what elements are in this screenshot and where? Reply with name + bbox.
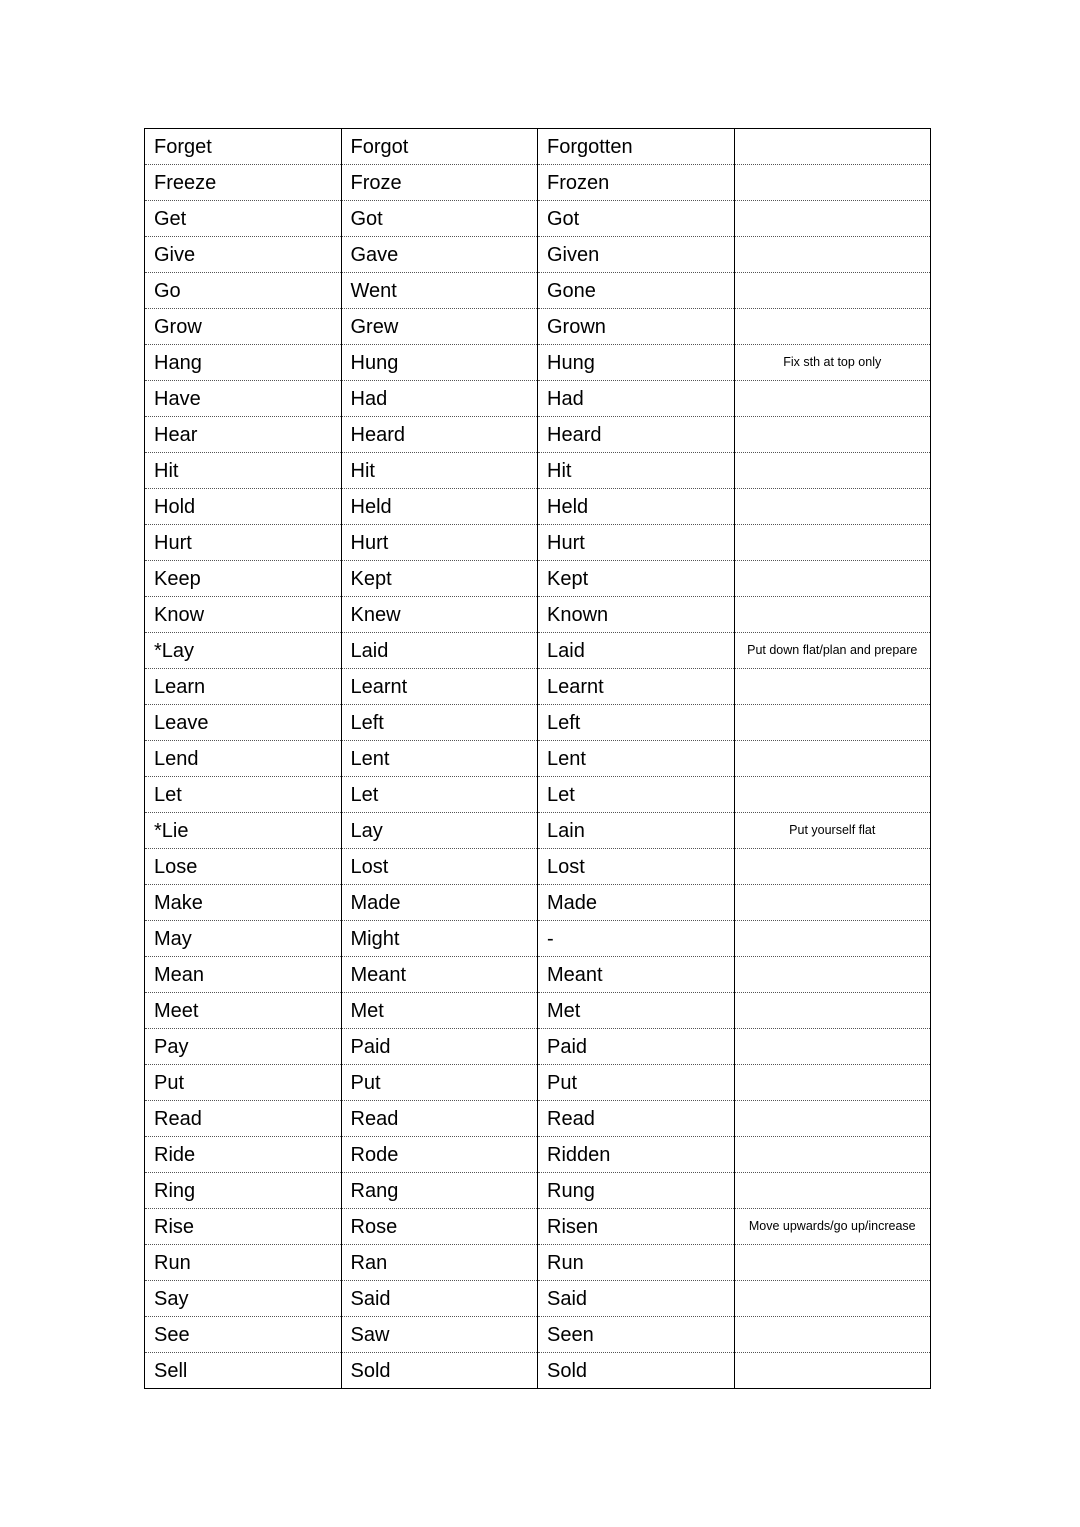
base-form-cell: Sell	[145, 1353, 342, 1389]
past-participle-cell: Let	[538, 777, 735, 813]
past-simple-cell: Saw	[341, 1317, 538, 1353]
past-simple-cell: Heard	[341, 417, 538, 453]
past-participle-cell: Learnt	[538, 669, 735, 705]
base-form-cell: *Lay	[145, 633, 342, 669]
past-simple-cell: Lay	[341, 813, 538, 849]
past-simple-cell: Rose	[341, 1209, 538, 1245]
base-form-cell: Forget	[145, 129, 342, 165]
table-row	[145, 1245, 931, 1281]
base-form-cell: Run	[145, 1245, 342, 1281]
table-row	[145, 201, 931, 237]
base-form-cell: Get	[145, 201, 342, 237]
past-simple-cell: Grew	[341, 309, 538, 345]
past-participle-cell: Ridden	[538, 1137, 735, 1173]
past-participle-cell: Paid	[538, 1029, 735, 1065]
past-participle-cell: Rung	[538, 1173, 735, 1209]
meaning-note-cell	[734, 381, 931, 417]
table-row	[145, 1029, 931, 1065]
past-participle-cell: Hit	[538, 453, 735, 489]
base-form-cell: Mean	[145, 957, 342, 993]
base-form-cell: Lose	[145, 849, 342, 885]
meaning-note-cell	[734, 1317, 931, 1353]
meaning-note-cell	[734, 417, 931, 453]
table-row	[145, 849, 931, 885]
meaning-note-cell	[734, 777, 931, 813]
past-simple-cell: Held	[341, 489, 538, 525]
meaning-note-cell	[734, 885, 931, 921]
table-row	[145, 273, 931, 309]
past-participle-cell: Grown	[538, 309, 735, 345]
base-form-cell: May	[145, 921, 342, 957]
base-form-cell: Ride	[145, 1137, 342, 1173]
past-participle-cell: Made	[538, 885, 735, 921]
table-row	[145, 1065, 931, 1101]
past-participle-cell: Forgotten	[538, 129, 735, 165]
table-row	[145, 1137, 931, 1173]
base-form-cell: Ring	[145, 1173, 342, 1209]
past-participle-cell: Met	[538, 993, 735, 1029]
past-simple-cell: Rang	[341, 1173, 538, 1209]
meaning-note-cell	[734, 849, 931, 885]
table-row	[145, 381, 931, 417]
past-participle-cell: Laid	[538, 633, 735, 669]
meaning-note-cell	[734, 741, 931, 777]
past-participle-cell: Run	[538, 1245, 735, 1281]
past-simple-cell: Lost	[341, 849, 538, 885]
base-form-cell: Leave	[145, 705, 342, 741]
meaning-note-cell	[734, 237, 931, 273]
table-row	[145, 885, 931, 921]
past-simple-cell: Left	[341, 705, 538, 741]
base-form-cell: Hear	[145, 417, 342, 453]
table-row	[145, 813, 931, 849]
past-participle-cell: Gone	[538, 273, 735, 309]
meaning-note-cell	[734, 273, 931, 309]
meaning-note-cell	[734, 1173, 931, 1209]
base-form-cell: Keep	[145, 561, 342, 597]
past-participle-cell: Put	[538, 1065, 735, 1101]
base-form-cell: Read	[145, 1101, 342, 1137]
past-simple-cell: Paid	[341, 1029, 538, 1065]
meaning-note-cell	[734, 1029, 931, 1065]
meaning-note-cell	[734, 993, 931, 1029]
table-row	[145, 777, 931, 813]
past-participle-cell: Meant	[538, 957, 735, 993]
past-simple-cell: Read	[341, 1101, 538, 1137]
past-participle-cell: Read	[538, 1101, 735, 1137]
past-simple-cell: Rode	[341, 1137, 538, 1173]
past-simple-cell: Gave	[341, 237, 538, 273]
meaning-note-cell: Put down flat/plan and prepare	[734, 633, 931, 669]
past-simple-cell: Went	[341, 273, 538, 309]
base-form-cell: Pay	[145, 1029, 342, 1065]
base-form-cell: Rise	[145, 1209, 342, 1245]
past-simple-cell: Forgot	[341, 129, 538, 165]
past-participle-cell: Known	[538, 597, 735, 633]
past-participle-cell: Sold	[538, 1353, 735, 1389]
past-participle-cell: Kept	[538, 561, 735, 597]
base-form-cell: Learn	[145, 669, 342, 705]
past-simple-cell: Let	[341, 777, 538, 813]
past-participle-cell: Risen	[538, 1209, 735, 1245]
table-row	[145, 237, 931, 273]
table-row	[145, 489, 931, 525]
past-participle-cell: Lost	[538, 849, 735, 885]
meaning-note-cell	[734, 165, 931, 201]
past-participle-cell: -	[538, 921, 735, 957]
meaning-note-cell	[734, 1353, 931, 1389]
table-row	[145, 129, 931, 165]
past-participle-cell: Said	[538, 1281, 735, 1317]
table-row	[145, 741, 931, 777]
past-simple-cell: Ran	[341, 1245, 538, 1281]
table-row	[145, 597, 931, 633]
base-form-cell: Grow	[145, 309, 342, 345]
past-simple-cell: Put	[341, 1065, 538, 1101]
irregular-verbs-table	[144, 128, 931, 1389]
past-simple-cell: Said	[341, 1281, 538, 1317]
past-participle-cell: Hung	[538, 345, 735, 381]
past-participle-cell: Had	[538, 381, 735, 417]
meaning-note-cell	[734, 597, 931, 633]
past-simple-cell: Learnt	[341, 669, 538, 705]
table-row	[145, 417, 931, 453]
past-simple-cell: Laid	[341, 633, 538, 669]
meaning-note-cell: Fix sth at top only	[734, 345, 931, 381]
meaning-note-cell	[734, 957, 931, 993]
past-simple-cell: Knew	[341, 597, 538, 633]
base-form-cell: Let	[145, 777, 342, 813]
past-participle-cell: Frozen	[538, 165, 735, 201]
past-simple-cell: Meant	[341, 957, 538, 993]
meaning-note-cell	[734, 1281, 931, 1317]
base-form-cell: Say	[145, 1281, 342, 1317]
meaning-note-cell	[734, 1065, 931, 1101]
past-participle-cell: Given	[538, 237, 735, 273]
table-row	[145, 345, 931, 381]
base-form-cell: Freeze	[145, 165, 342, 201]
table-row	[145, 1317, 931, 1353]
meaning-note-cell	[734, 489, 931, 525]
table-row	[145, 165, 931, 201]
base-form-cell: Lend	[145, 741, 342, 777]
table-row	[145, 525, 931, 561]
past-simple-cell: Froze	[341, 165, 538, 201]
past-participle-cell: Held	[538, 489, 735, 525]
base-form-cell: Hold	[145, 489, 342, 525]
base-form-cell: Hurt	[145, 525, 342, 561]
base-form-cell: Have	[145, 381, 342, 417]
table-row	[145, 1209, 931, 1245]
meaning-note-cell: Move upwards/go up/increase	[734, 1209, 931, 1245]
past-participle-cell: Left	[538, 705, 735, 741]
meaning-note-cell	[734, 309, 931, 345]
table-row	[145, 561, 931, 597]
past-simple-cell: Kept	[341, 561, 538, 597]
past-simple-cell: Hurt	[341, 525, 538, 561]
base-form-cell: *Lie	[145, 813, 342, 849]
table-row	[145, 309, 931, 345]
base-form-cell: Put	[145, 1065, 342, 1101]
table-row	[145, 1281, 931, 1317]
base-form-cell: Give	[145, 237, 342, 273]
meaning-note-cell	[734, 1137, 931, 1173]
base-form-cell: Hang	[145, 345, 342, 381]
meaning-note-cell	[734, 453, 931, 489]
past-participle-cell: Got	[538, 201, 735, 237]
past-simple-cell: Met	[341, 993, 538, 1029]
table-row	[145, 1173, 931, 1209]
table-row	[145, 669, 931, 705]
past-simple-cell: Got	[341, 201, 538, 237]
base-form-cell: Meet	[145, 993, 342, 1029]
meaning-note-cell	[734, 201, 931, 237]
past-simple-cell: Hit	[341, 453, 538, 489]
past-simple-cell: Sold	[341, 1353, 538, 1389]
past-participle-cell: Heard	[538, 417, 735, 453]
past-simple-cell: Lent	[341, 741, 538, 777]
base-form-cell: Know	[145, 597, 342, 633]
verb-table-body	[145, 129, 931, 1389]
past-participle-cell: Seen	[538, 1317, 735, 1353]
meaning-note-cell	[734, 921, 931, 957]
past-participle-cell: Hurt	[538, 525, 735, 561]
past-simple-cell: Hung	[341, 345, 538, 381]
past-participle-cell: Lent	[538, 741, 735, 777]
base-form-cell: Hit	[145, 453, 342, 489]
past-simple-cell: Might	[341, 921, 538, 957]
base-form-cell: See	[145, 1317, 342, 1353]
meaning-note-cell: Put yourself flat	[734, 813, 931, 849]
table-row	[145, 1353, 931, 1389]
meaning-note-cell	[734, 561, 931, 597]
table-row	[145, 957, 931, 993]
table-row	[145, 921, 931, 957]
meaning-note-cell	[734, 1245, 931, 1281]
meaning-note-cell	[734, 129, 931, 165]
meaning-note-cell	[734, 705, 931, 741]
table-row	[145, 993, 931, 1029]
table-row	[145, 1101, 931, 1137]
table-row	[145, 453, 931, 489]
base-form-cell: Go	[145, 273, 342, 309]
past-simple-cell: Had	[341, 381, 538, 417]
meaning-note-cell	[734, 1101, 931, 1137]
table-row	[145, 633, 931, 669]
meaning-note-cell	[734, 525, 931, 561]
table-row	[145, 705, 931, 741]
past-simple-cell: Made	[341, 885, 538, 921]
past-participle-cell: Lain	[538, 813, 735, 849]
base-form-cell: Make	[145, 885, 342, 921]
meaning-note-cell	[734, 669, 931, 705]
